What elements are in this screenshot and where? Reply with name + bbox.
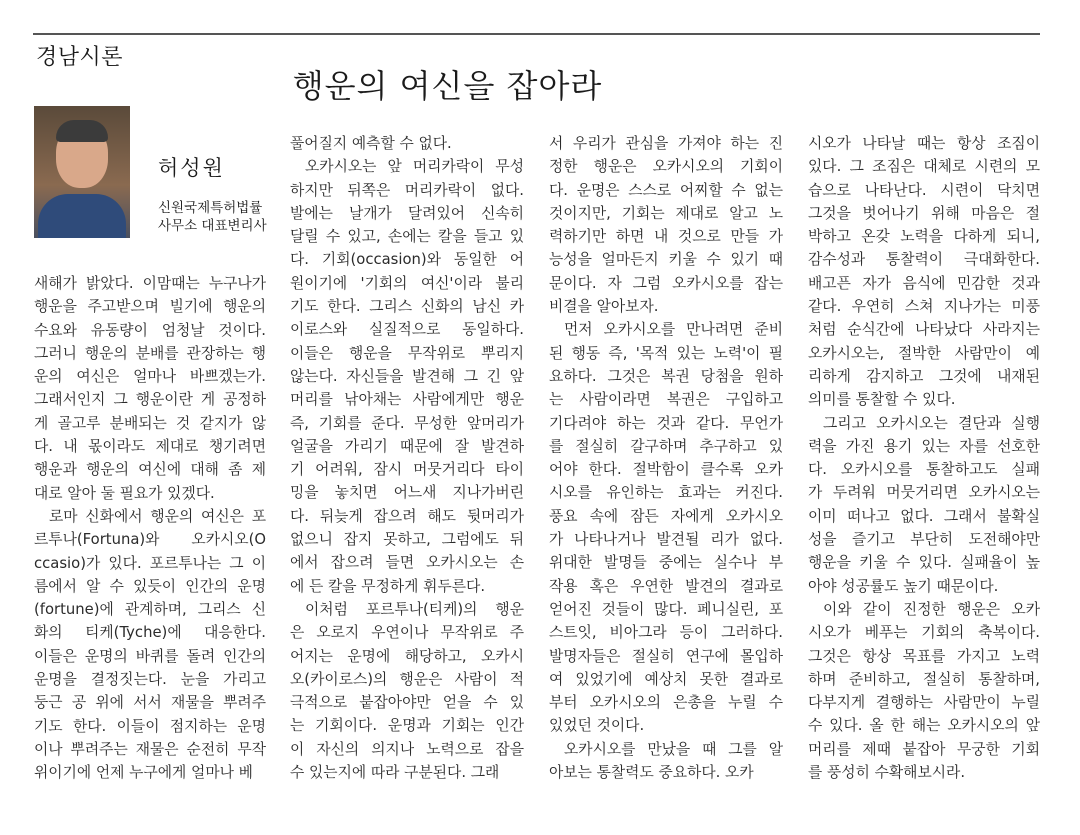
article-line: 에서 잡으려 들면 오카시오는 손: [290, 554, 524, 572]
article-line: 행운을 주고받으며 빌기에 행운의: [34, 298, 266, 316]
article-line: 그래서인지 그 행운이란 게 공정하: [34, 391, 266, 409]
article-line: 오카시오를 만났을 때 그를 알: [564, 740, 783, 758]
article-line: 처럼 순식간에 나타났다 사라지는: [808, 321, 1040, 339]
article-line: 대로 알아 둘 필요가 있겠다.: [34, 484, 215, 502]
author-name: 허성원: [158, 156, 225, 180]
article-line: 이들은 운명의 바퀴를 돌려 인간의: [34, 647, 266, 665]
article-line: 하지만 뒤쪽은 머리카락이 없다.: [290, 181, 524, 199]
article-line: 요하다. 그것은 복권 당첨을 원하: [549, 367, 783, 385]
article-column-3: [549, 132, 783, 784]
article-line: 풀어질지 예측할 수 없다.: [290, 135, 452, 152]
article-line: 서 우리가 관심을 가져야 하는 진: [549, 135, 783, 152]
article-line: 는 기회이다. 운명과 기회는 인간: [290, 717, 524, 735]
article-line: 없으니 잡지 못하고, 그럼에도 뒤: [290, 531, 524, 549]
article-line: 새해가 밝았다. 이맘때는 누구나가: [34, 275, 266, 292]
article-line: 를 풍성히 수확해보시라.: [808, 764, 966, 782]
article-line: 로마 신화에서 행운의 여신은 포: [49, 507, 266, 525]
article-line: 정한 행운은 오카시오의 기회이: [549, 158, 783, 176]
article-line: 이로스와 실질적으로 동일하다.: [290, 321, 524, 339]
article-line: 풍요 속에 잠든 자에게 오카시오: [549, 507, 783, 525]
article-line: 리하게 감지하고 그것에 내재된: [808, 367, 1040, 385]
article-headline: 행운의 여신을 잡아라: [292, 67, 603, 105]
article-line: 하며 준비하고, 절실히 통찰하며,: [808, 670, 1040, 688]
article-line: 극적으로 붙잡아야만 얻을 수 있: [290, 694, 524, 712]
article-line: 머리를 낚아채는 사람에게만 행운: [290, 391, 524, 409]
article-line: 발에는 날개가 달려있어 신속히: [290, 204, 524, 222]
author-title-line: 사무소 대표변리사: [158, 218, 267, 234]
article-line: 가 나타나거나 발견될 리가 없다.: [549, 531, 783, 549]
article-line: 다. 오카시오를 통찰하고도 실패: [808, 461, 1040, 479]
article-line: 같다. 우연히 스쳐 지나가는 미풍: [808, 298, 1040, 316]
article-line: 먼저 오카시오를 만나려면 준비: [564, 321, 783, 339]
article-line: 에 든 칼을 무정하게 휘두른다.: [290, 577, 486, 595]
article-line: 여 있었기에 예상치 못한 결과로: [549, 670, 783, 688]
article-line: 시오를 유인하는 효과는 커진다.: [549, 484, 783, 502]
article-line: 게 골고루 분배되는 것 같지가 않: [34, 414, 266, 432]
article-line: 를 절실히 갈구하며 추구하고 있: [549, 437, 783, 455]
article-line: 어지는 운명에 해당하고, 오카시: [290, 647, 524, 665]
article-line: 기 어려워, 잠시 머뭇거리다 타이: [290, 461, 524, 479]
article-line: 아야 성공률도 높기 때문이다.: [808, 577, 999, 595]
article-line: 다부지게 결행하는 사람만이 누릴: [808, 694, 1040, 712]
article-line: 기다려야 하는 것과 같다. 무언가: [549, 414, 783, 432]
article-line: 다. 운명은 스스로 어찌할 수 없는: [549, 181, 783, 199]
article-line: 있었던 것이다.: [549, 717, 645, 735]
article-line: 않는다. 자신들을 발견해 그 긴 앞: [290, 367, 524, 385]
article-line: 이미 떠나고 없다. 그래서 불확실: [808, 507, 1040, 525]
section-label: 경남시론: [36, 45, 124, 70]
article-line: 문이다. 자 그럼 오카시오를 잡는: [549, 274, 783, 292]
article-line: 능성을 얼마든지 키울 수 있기 때: [549, 251, 783, 269]
article-line: 달릴 수 있고, 손에는 칼을 들고 있: [290, 228, 524, 246]
article-line: 다. 뒤늦게 잡으려 해도 뒷머리가: [290, 507, 524, 525]
article-line: 가 두려워 머뭇거리면 오카시오는: [808, 484, 1040, 502]
article-line: 행운을 키울 수 있다. 실패율이 높: [808, 554, 1040, 572]
article-line: 그러니 행운의 분배를 관장하는 행: [34, 344, 266, 362]
top-rule: [33, 33, 1040, 35]
article-line: 그것은 항상 목표를 가지고 노력: [808, 647, 1040, 665]
article-line: 밍을 놓치면 어느새 지나가버린: [290, 484, 524, 502]
article-line: 습으로 나타난다. 시련이 닥치면: [808, 181, 1040, 199]
article-line: 오카시오는 앞 머리카락이 무성: [305, 158, 524, 176]
article-line: 어야 한다. 절박함이 클수록 오카: [549, 461, 783, 479]
article-line: 위이기에 언제 누구에게 얼마나 베: [34, 764, 253, 782]
article-line: 얼굴을 가리기 때문에 잘 발견하: [290, 437, 524, 455]
article-line: 원이기에 '기회의 여신'이라 불리: [290, 274, 524, 292]
author-title-line: 신원국제특허법률: [158, 200, 263, 216]
article-line: 시오가 베푸는 기회의 축복이다.: [808, 624, 1040, 642]
article-line: 다. 내 몫이라도 제대로 챙기려면: [34, 438, 266, 456]
article-line: 운의 여신은 얼마나 바쁘겠는가.: [34, 368, 266, 386]
article-line: 감수성과 통찰력이 극대화한다.: [808, 251, 1040, 269]
article-line: 시오가 나타날 때는 항상 조짐이: [808, 135, 1040, 152]
article-line: ccasio)가 있다. 포르투나는 그 이: [34, 554, 266, 572]
article-line: 있다. 그 조짐은 대체로 시련의 모: [808, 158, 1040, 176]
article-line: 박하고 온갖 노력을 다하게 되니,: [808, 228, 1040, 246]
article-line: 수요와 유동량이 엄청날 것이다.: [34, 321, 266, 339]
article-line: 행운과 행운의 여신에 대해 좀 제: [34, 461, 266, 479]
article-line: 성을 즐기고 부단히 도전해야만: [808, 531, 1040, 549]
article-line: 이들은 행운을 무작위로 뿌리지: [290, 344, 524, 362]
article-line: 기도 한다. 이들이 점지하는 운명: [34, 717, 266, 735]
article-line: 은 오로지 우연이나 무작위로 주: [290, 624, 524, 642]
article-line: 수 있는지에 따라 구분된다. 그래: [290, 764, 500, 782]
article-line: 된 행동 즉, '목적 있는 노력'이 필: [549, 344, 783, 362]
article-line: 기도 한다. 그리스 신화의 남신 카: [290, 298, 524, 316]
article-line: 비결을 알아보자.: [549, 298, 659, 316]
article-line: 다. 기회(occasion)와 동일한 어: [290, 251, 524, 269]
article-line: 는 사람이라면 복권은 구입하고: [549, 391, 783, 409]
article-line: 수 있다. 올 한 해는 오카시오의 앞: [808, 717, 1040, 735]
author-title: [158, 199, 267, 235]
article-column-1: [34, 272, 266, 785]
article-line: 위대한 발명들 중에는 실수나 부: [549, 554, 783, 572]
article-line: 이나 뿌려주는 재물은 순전히 무작: [34, 740, 266, 758]
article-line: 그리고 오카시오는 결단과 실행: [823, 414, 1040, 432]
article-line: 둥근 공 위에 서서 재물을 뿌려주: [34, 694, 266, 712]
article-line: 오(카이로스)의 행운은 사람이 적: [290, 670, 524, 688]
article-line: 이와 같이 진정한 행운은 오카: [823, 600, 1040, 618]
article-line: 르투나(Fortuna)와 오카시오(O: [34, 531, 266, 549]
article-line: 작용 혹은 우연한 발견의 결과로: [549, 577, 783, 595]
article-line: 운명을 결정짓는다. 눈을 가리고: [34, 671, 266, 689]
article-line: 름에서 알 수 있듯이 인간의 운명: [34, 577, 266, 595]
article-line: 즉, 기회를 준다. 무성한 앞머리가: [290, 414, 524, 432]
article-column-4: [808, 132, 1040, 784]
article-line: 이처럼 포르투나(티케)의 행운: [305, 600, 524, 618]
article-line: 얻어진 것들이 많다. 페니실린, 포: [549, 600, 783, 618]
article-line: 아보는 통찰력도 중요하다. 오카: [549, 764, 754, 782]
author-photo: [34, 106, 130, 238]
article-line: 배고픈 자가 음식에 민감한 것과: [808, 274, 1040, 292]
article-line: 력을 가진 용기 있는 자를 선호한: [808, 437, 1040, 455]
article-line: 스트잇, 비아그라 등이 그러하다.: [549, 624, 783, 642]
article-line: 부터 오카시오의 은총을 누릴 수: [549, 694, 783, 712]
article-line: 력하기만 하면 내 것으로 만들 가: [549, 228, 783, 246]
article-line: 의미를 통찰할 수 있다.: [808, 391, 956, 409]
article-line: 그것을 벗어나기 위해 마음은 절: [808, 204, 1040, 222]
article-line: 것이지만, 기회는 제대로 알고 노: [549, 204, 783, 222]
article-line: 발명자들은 절실히 연구에 몰입하: [549, 647, 783, 665]
article-line: 이 자신의 의지나 노력으로 잡을: [290, 740, 524, 758]
article-line: 화의 티케(Tyche)에 대응한다.: [34, 624, 266, 642]
article-line: 오카시오는, 절박한 사람만이 예: [808, 344, 1040, 362]
article-line: 머리를 제때 붙잡아 무궁한 기회: [808, 740, 1040, 758]
article-column-2: [290, 132, 524, 784]
article-line: (fortune)에 관계하며, 그리스 신: [34, 601, 266, 619]
